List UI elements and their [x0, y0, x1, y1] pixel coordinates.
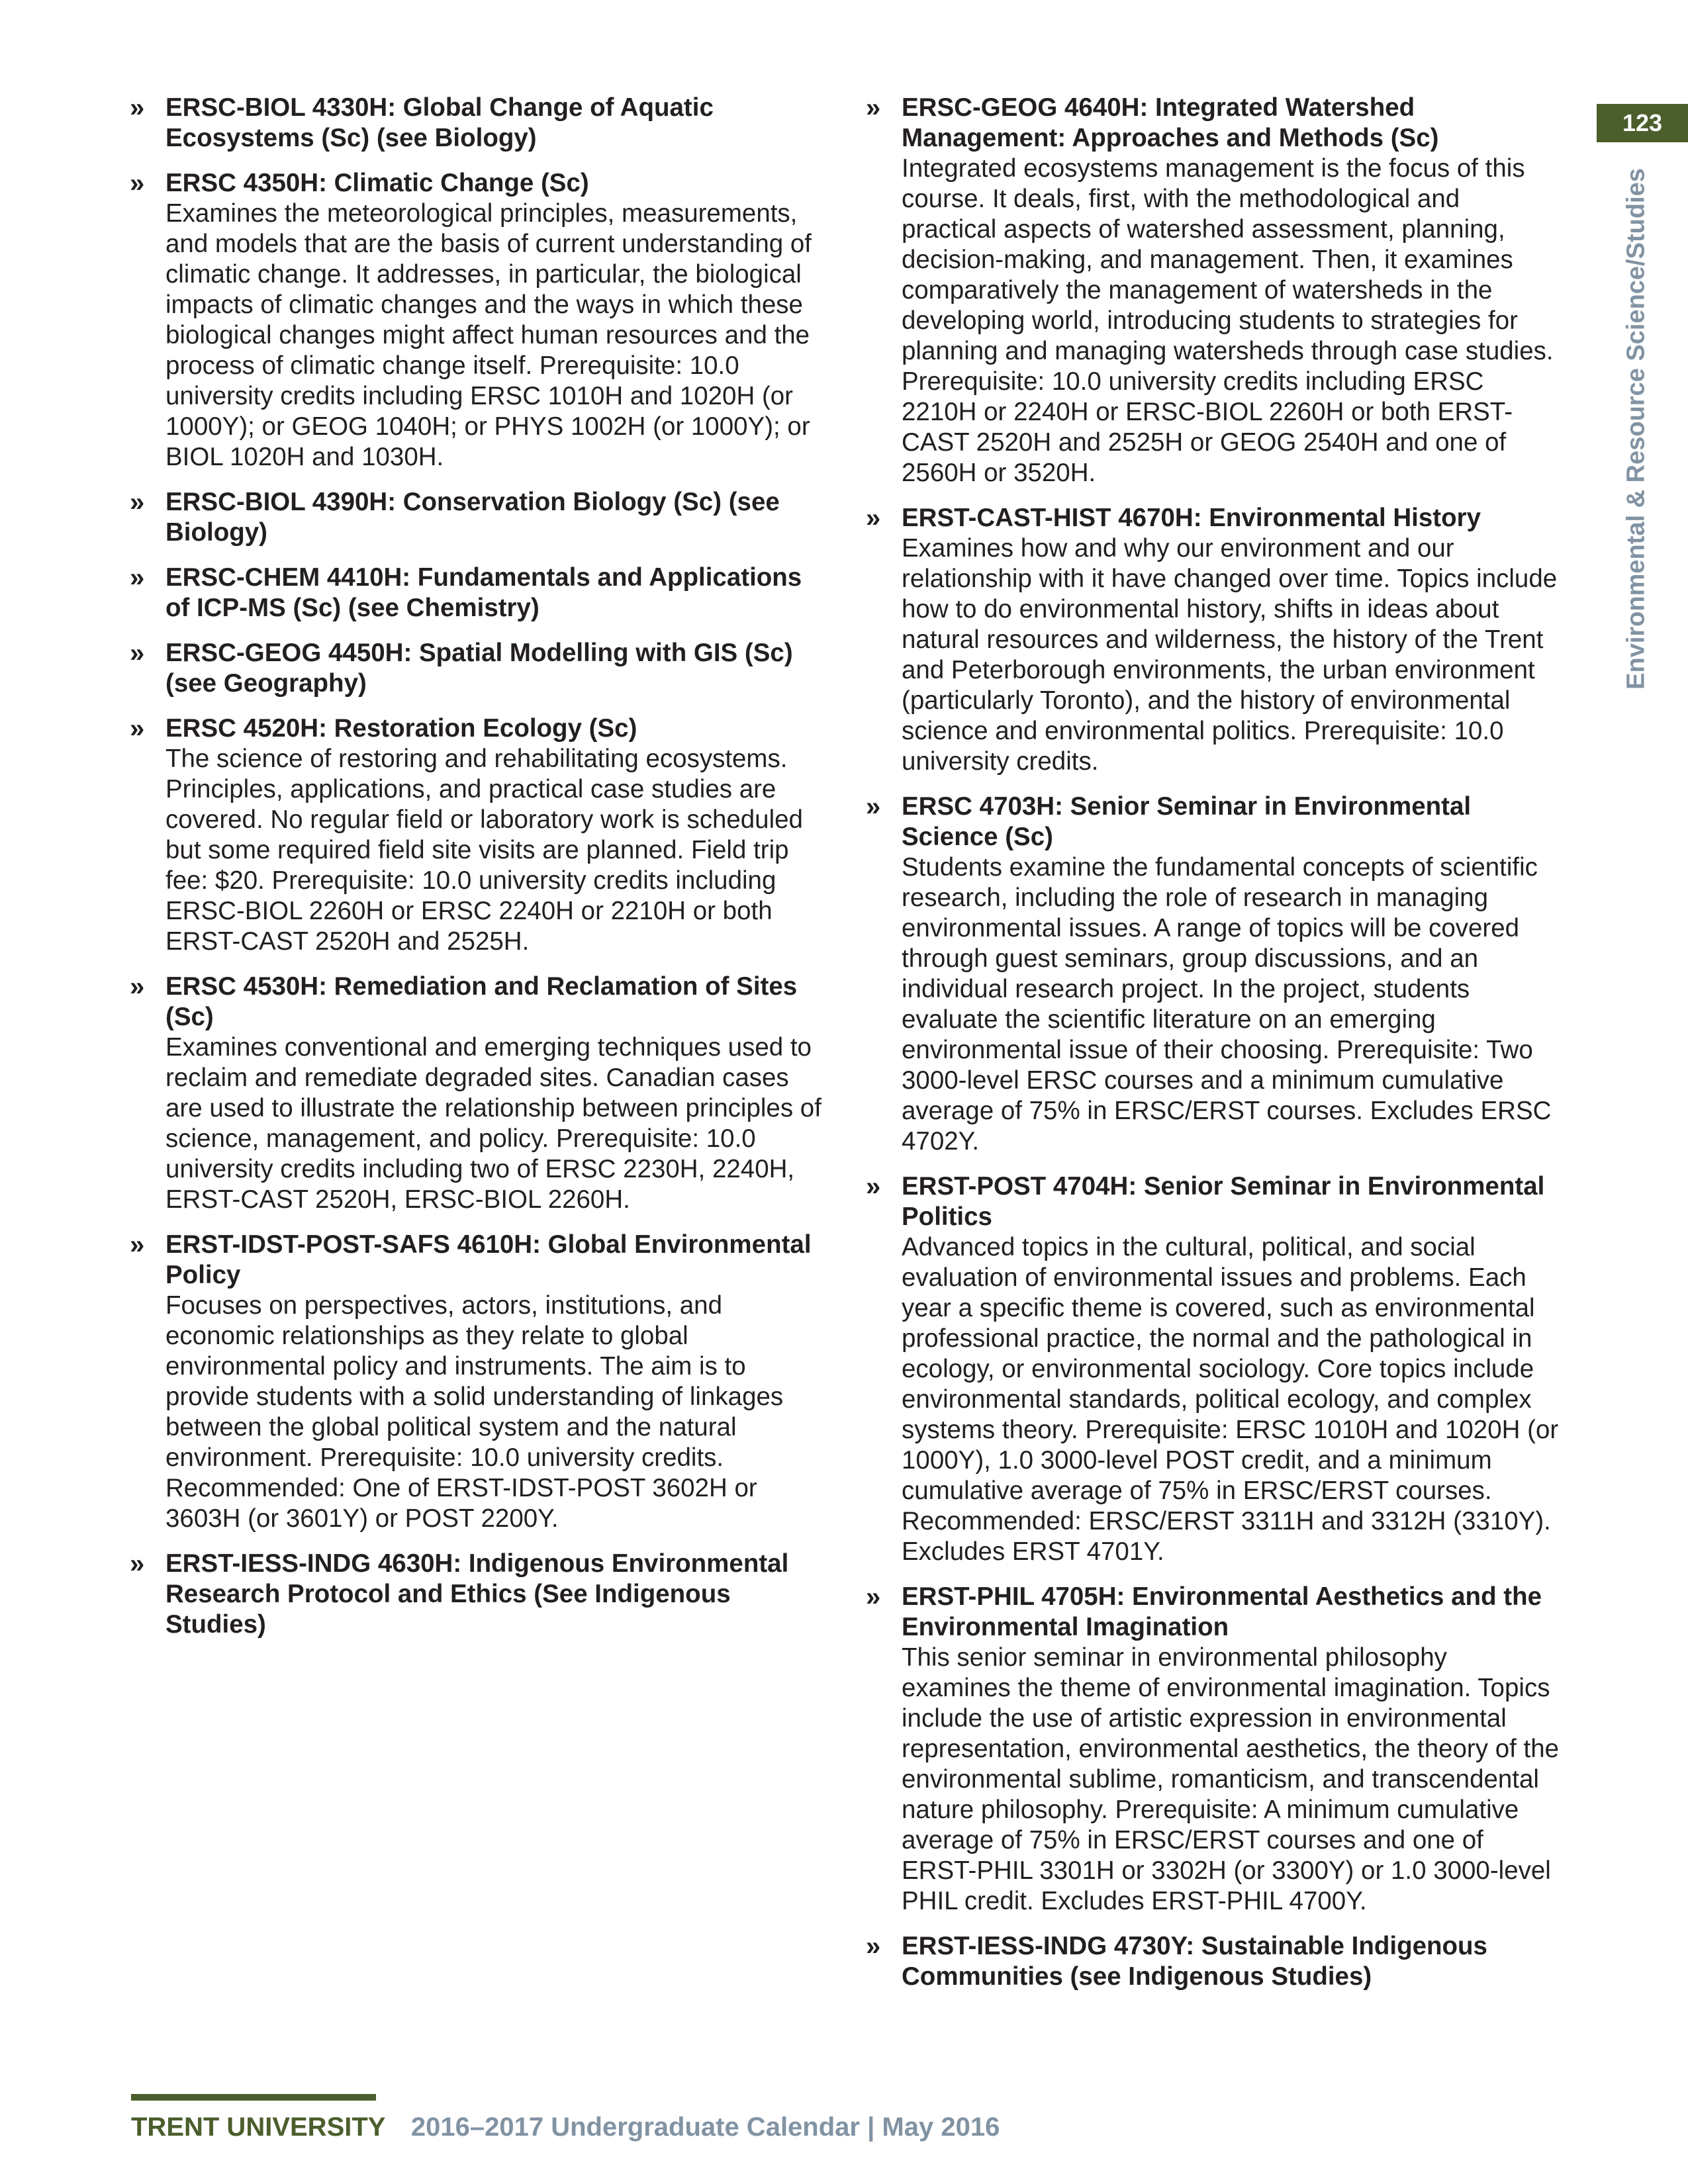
course-title: ERSC-GEOG 4640H: Integrated Watershed Management: Approaches and Methods (Sc) [902, 93, 1439, 152]
course-title: ERSC-BIOL 4390H: Conservation Biology (Sc) (see Biology) [165, 488, 780, 547]
bullet-icon: » [130, 488, 145, 517]
footer-rule [131, 2094, 376, 2101]
course-entry [130, 1549, 825, 1640]
bullet-icon: » [866, 1172, 881, 1201]
course-title: ERSC 4703H: Senior Seminar in Environmental Science (Sc) [902, 792, 1472, 851]
course-title: ERST-IDST-POST-SAFS 4610H: Global Environmental Policy [165, 1230, 812, 1289]
course-description: Students examine the fundamental concepts of scientific research, including the role of research in managing environmental issues. A range of topics will be covered through guest seminars, group discussions, and an individual research project. In the project, students evaluate the scientific literature on an emerging environmental issue of their choosing. Prerequisite: Two 3000-level ERSC courses and a minimum cumulative average of 75% in ERSC/ERST courses. Excludes ERSC 4702Y. [902, 853, 1552, 1156]
section-side-label: Environmental & Resource Science/Studies [1622, 168, 1650, 690]
course-title: ERSC 4530H: Remediation and Reclamation of Sites (Sc) [165, 972, 798, 1031]
course-entry [866, 1931, 1561, 1992]
course-description: Examines conventional and emerging techniques used to reclaim and remediate degraded sites. Canadian cases are used to illustrate the relationship between principles of science, management, and policy. Prerequisite: 10.0 university credits including two of ERSC 2230H, 2240H, ERST-CAST 2520H, ERSC-BIOL 2260H. [165, 1033, 821, 1214]
bullet-icon: » [130, 972, 145, 1001]
course-title: ERST-CAST-HIST 4670H: Environmental History [902, 504, 1481, 532]
bullet-icon: » [866, 1932, 881, 1961]
course-title: ERSC 4350H: Climatic Change (Sc) [165, 169, 589, 197]
course-description: The science of restoring and rehabilitating ecosystems. Principles, applications, and practical case studies are covered. No regular field or laboratory work is scheduled but some required field site visits are planned. Field trip fee: $20. Prerequisite: 10.0 university credits including ERSC-BIOL 2260H or ERSC 2240H or 2210H or both ERST-CAST 2520H and 2525H. [165, 745, 803, 956]
page-number: 123 [1622, 109, 1663, 136]
bullet-icon: » [130, 563, 145, 592]
bullet-icon: » [130, 1230, 145, 1259]
course-description: Advanced topics in the cultural, political, and social evaluation of environmental issues and problems. Each year a specific theme is covered, such as environmental professional practice, the normal and the pathological in ecology, or environmental sociology. Core topics include environmental standards, political ecology, and complex systems theory. Prerequisite: ERSC 1010H and 1020H (or 1000Y), 1.0 3000-level POST credit, and a minimum cumulative average of 75% in ERSC/ERST courses. Recommended: ERSC/ERST 3311H and 3312H (3310Y). Excludes ERST 4701Y. [902, 1233, 1559, 1566]
course-title: ERST-POST 4704H: Senior Seminar in Environmental Politics [902, 1172, 1545, 1231]
course-title: ERSC-BIOL 4330H: Global Change of Aquatic Ecosystems (Sc) (see Biology) [165, 93, 714, 152]
bullet-icon: » [130, 169, 145, 198]
bullet-icon: » [866, 93, 881, 122]
course-entry [866, 503, 1561, 777]
course-title: ERSC-CHEM 4410H: Fundamentals and Applications of ICP-MS (Sc) (see Chemistry) [165, 563, 802, 622]
course-title: ERST-PHIL 4705H: Environmental Aesthetics and the Environmental Imagination [902, 1582, 1542, 1641]
page-number-tab [1597, 104, 1688, 142]
course-entry [130, 487, 825, 548]
course-description: Focuses on perspectives, actors, institutions, and economic relationships as they relate to global environmental policy and instruments. The aim is to provide students with a solid understanding of linkages between the global political system and the natural environment. Prerequisite: 10.0 university credits. Recommended: One of ERST-IDST-POST 3602H or 3603H (or 3601Y) or POST 2200Y. [165, 1291, 784, 1533]
footer-calendar: 2016–2017 Undergraduate Calendar | May 2016 [410, 2113, 1000, 2142]
bullet-icon: » [130, 714, 145, 743]
course-description: Examines the meteorological principles, measurements, and models that are the basis of current understanding of climatic change. It addresses, in particular, the biological impacts of climatic changes and the ways in which these biological changes might affect human resources and the process of climatic change itself. Prerequisite: 10.0 university credits including ERSC 1010H and 1020H (or 1000Y); or GEOG 1040H; or PHYS 1002H (or 1000Y); or BIOL 1020H and 1030H. [165, 199, 812, 471]
course-title: ERSC-GEOG 4450H: Spatial Modelling with GIS (Sc) (see Geography) [165, 639, 793, 698]
footer [131, 2113, 1000, 2142]
course-entry [130, 168, 825, 473]
bullet-icon: » [130, 1549, 145, 1578]
bullet-icon: » [130, 93, 145, 122]
course-entry [130, 93, 825, 154]
course-title: ERST-IESS-INDG 4730Y: Sustainable Indigenous Communities (see Indigenous Studies) [902, 1932, 1487, 1991]
bullet-icon: » [866, 504, 881, 533]
course-entry [866, 93, 1561, 488]
course-entry [130, 972, 825, 1215]
footer-university: TRENT UNIVERSITY [131, 2113, 385, 2142]
bullet-icon: » [866, 1582, 881, 1612]
course-title: ERSC 4520H: Restoration Ecology (Sc) [165, 714, 637, 743]
course-entry [130, 713, 825, 957]
course-description: This senior seminar in environmental philosophy examines the theme of environmental imagination. Topics include the use of artistic expression in environmental representation, environmental aesthetics, the theory of the environmental sublime, romanticism, and transcendental nature philosophy. Prerequisite: A minimum cumulative average of 75% in ERSC/ERST courses and one of ERST-PHIL 3301H or 3302H (or 3300Y) or 1.0 3000-level PHIL credit. Excludes ERST-PHIL 4700Y. [902, 1643, 1560, 1915]
course-entry [866, 1171, 1561, 1567]
course-title: ERST-IESS-INDG 4630H: Indigenous Environmental Research Protocol and Ethics (See Indigenous Studies) [165, 1549, 789, 1639]
bullet-icon: » [130, 639, 145, 668]
bullet-icon: » [866, 792, 881, 821]
course-entry [866, 1582, 1561, 1917]
course-entry [130, 638, 825, 699]
course-entry [130, 563, 825, 623]
right-column [866, 93, 1561, 2007]
course-entry [130, 1230, 825, 1534]
course-entry [866, 792, 1561, 1157]
course-description: Integrated ecosystems management is the focus of this course. It deals, first, with the methodological and practical aspects of watershed assessment, planning, decision-making, and management. Then, it examines comparatively the management of watersheds in the developing world, introducing students to strategies for planning and managing watersheds through case studies. Prerequisite: 10.0 university credits including ERSC 2210H or 2240H or ERSC-BIOL 2260H or both ERST-CAST 2520H and 2525H or GEOG 2540H and one of 2560H or 3520H. [902, 154, 1554, 487]
left-column [130, 93, 825, 1655]
course-description: Examines how and why our environment and our relationship with it have changed over time. Topics include how to do environmental history, shifts in ideas about natural resources and wilderness, the history of the Trent and Peterborough environments, the urban environment (particularly Toronto), and the history of environmental science and environmental politics. Prerequisite: 10.0 university credits. [902, 534, 1558, 776]
